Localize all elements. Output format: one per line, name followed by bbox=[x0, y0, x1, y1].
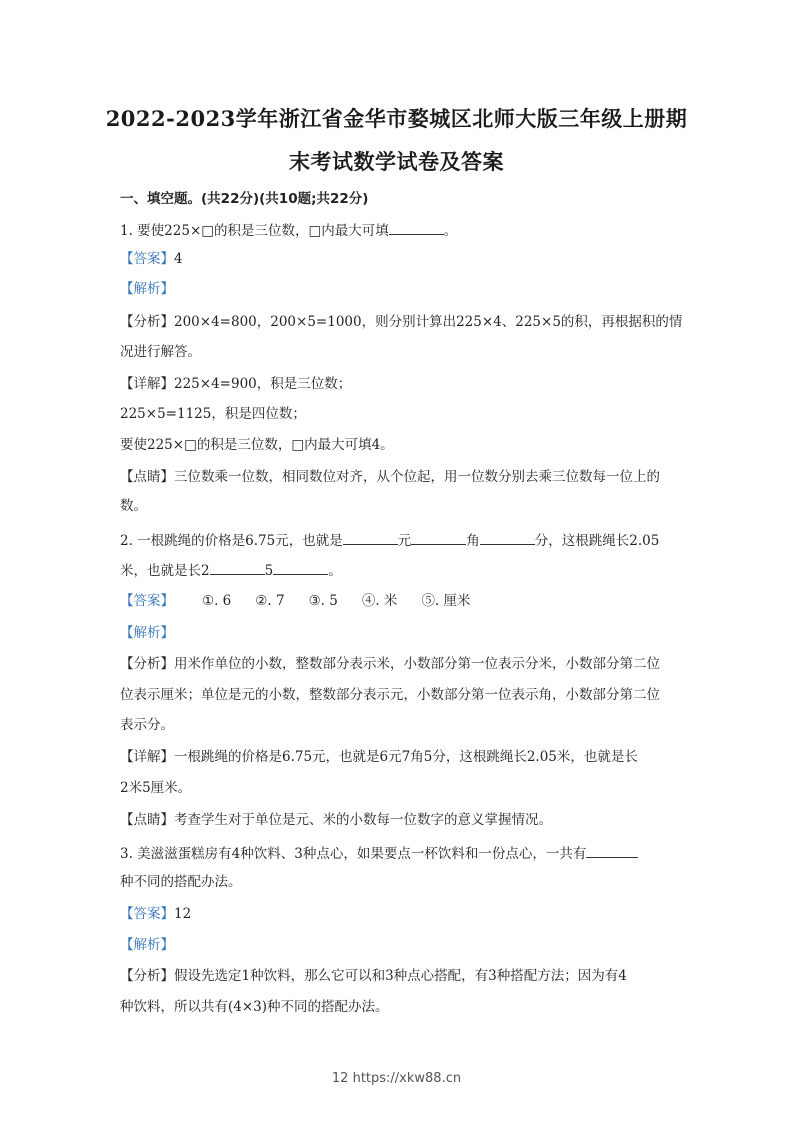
question-1-stem-text: 1. 要使225×□的积是三位数，□内最大可填 bbox=[120, 223, 389, 239]
question-3-stem-line1 bbox=[120, 843, 680, 863]
answer-option-2: ②. 7 bbox=[255, 593, 285, 609]
question-3-analysis-label: 【解析】 bbox=[120, 937, 174, 953]
answer-blank bbox=[586, 843, 638, 858]
answer-blank bbox=[210, 560, 265, 575]
question-1-dianjing-line1: 【点睛】三位数乘一位数，相同数位对齐，从个位起，用一位数分别去乘三位数每一位上的 bbox=[120, 469, 660, 485]
question-2-fenxi-line3: 表示分。 bbox=[120, 717, 174, 733]
question-1-dianjing-line2: 数。 bbox=[120, 498, 147, 514]
question-2-stem-part3: 角 bbox=[466, 533, 480, 549]
question-3-fenxi-line2: 种饮料，所以共有(4×3)种不同的搭配办法。 bbox=[120, 999, 389, 1015]
answer-option-5: ⑤. 厘米 bbox=[421, 593, 471, 609]
question-1-stem-end: 。 bbox=[443, 223, 458, 239]
question-3-stem-line2: 种不同的搭配办法。 bbox=[120, 874, 242, 890]
question-1-answer bbox=[120, 250, 680, 268]
question-2-stem-part6: 5 bbox=[264, 563, 274, 579]
question-2-analysis-label: 【解析】 bbox=[120, 625, 174, 641]
question-1-xiangjie-line2: 225×5=1125，积是四位数； bbox=[120, 406, 306, 422]
answer-blank bbox=[480, 530, 535, 545]
question-2-answer bbox=[120, 592, 680, 610]
question-3-stem-text: 3. 美滋滋蛋糕房有4种饮料、3种点心，如果要点一杯饮料和一份点心，一共有 bbox=[120, 846, 587, 862]
question-2-stem-part2: 元 bbox=[397, 533, 412, 549]
question-2-stem-part5: 米，也就是长2 bbox=[120, 563, 210, 579]
answer-option-3: ③. 5 bbox=[308, 593, 338, 609]
answer-value: 12 bbox=[174, 906, 192, 922]
page-footer: 12 https://xkw88.cn bbox=[331, 1071, 462, 1086]
answer-option-1: ①. 6 bbox=[202, 593, 232, 609]
answer-value: 4 bbox=[174, 251, 183, 267]
question-2-stem-part1: 2. 一根跳绳的价格是6.75元，也就是 bbox=[120, 533, 343, 549]
question-1-xiangjie-line1: 【详解】225×4=900，积是三位数； bbox=[120, 376, 352, 392]
question-1-fenxi-line2: 况进行解答。 bbox=[120, 344, 201, 360]
document-title-line2: 末考试数学试卷及答案 bbox=[289, 149, 504, 174]
answer-blank bbox=[389, 220, 444, 235]
answer-blank bbox=[343, 530, 398, 545]
answer-label: 【答案】 bbox=[120, 906, 174, 922]
question-2-fenxi-line2: 位表示厘米；单位是元的小数，整数部分表示元，小数部分第一位表示角，小数部分第二位 bbox=[120, 687, 660, 703]
question-1-analysis-label: 【解析】 bbox=[120, 281, 174, 297]
question-2-dianjing: 【点睛】考查学生对于单位是元、米的小数每一位数字的意义掌握情况。 bbox=[120, 812, 552, 828]
document-title-line1: 2022-2023学年浙江省金华市婺城区北师大版三年级上册期 bbox=[105, 106, 688, 131]
answer-blank bbox=[273, 560, 328, 575]
question-2-fenxi-line1: 【分析】用米作单位的小数，整数部分表示米，小数部分第一位表示分米，小数部分第二位 bbox=[120, 656, 660, 672]
question-2-stem-line1 bbox=[120, 530, 680, 550]
question-2-stem-part4: 分，这根跳绳长2.05 bbox=[534, 533, 660, 549]
question-2-stem-line2 bbox=[120, 560, 680, 580]
answer-label: 【答案】 bbox=[120, 593, 174, 609]
question-2-stem-part7: 。 bbox=[328, 563, 342, 579]
question-3-fenxi-line1: 【分析】假设先选定1种饮料，那么它可以和3种点心搭配，有3种搭配方法；因为有4 bbox=[120, 968, 627, 984]
answer-option-4: ④. 米 bbox=[361, 593, 398, 609]
question-1-fenxi-line1: 【分析】200×4=800，200×5=1000，则分别计算出225×4、225×5的积，再根据积的情 bbox=[120, 314, 683, 330]
section-heading: 一、填空题。(共22分)(共10题;共22分) bbox=[120, 191, 369, 207]
question-2-xiangjie-line1: 【详解】一根跳绳的价格是6.75元，也就是6元7角5分，这根跳绳长2.05米，也就是长 bbox=[120, 749, 638, 765]
answer-label: 【答案】 bbox=[120, 251, 174, 267]
question-1-xiangjie-line3: 要使225×□的积是三位数，□内最大可填4。 bbox=[120, 437, 394, 453]
question-1-stem bbox=[120, 220, 680, 240]
question-2-xiangjie-line2: 2米5厘米。 bbox=[120, 780, 192, 796]
answer-blank bbox=[411, 530, 466, 545]
question-3-answer bbox=[120, 905, 680, 923]
